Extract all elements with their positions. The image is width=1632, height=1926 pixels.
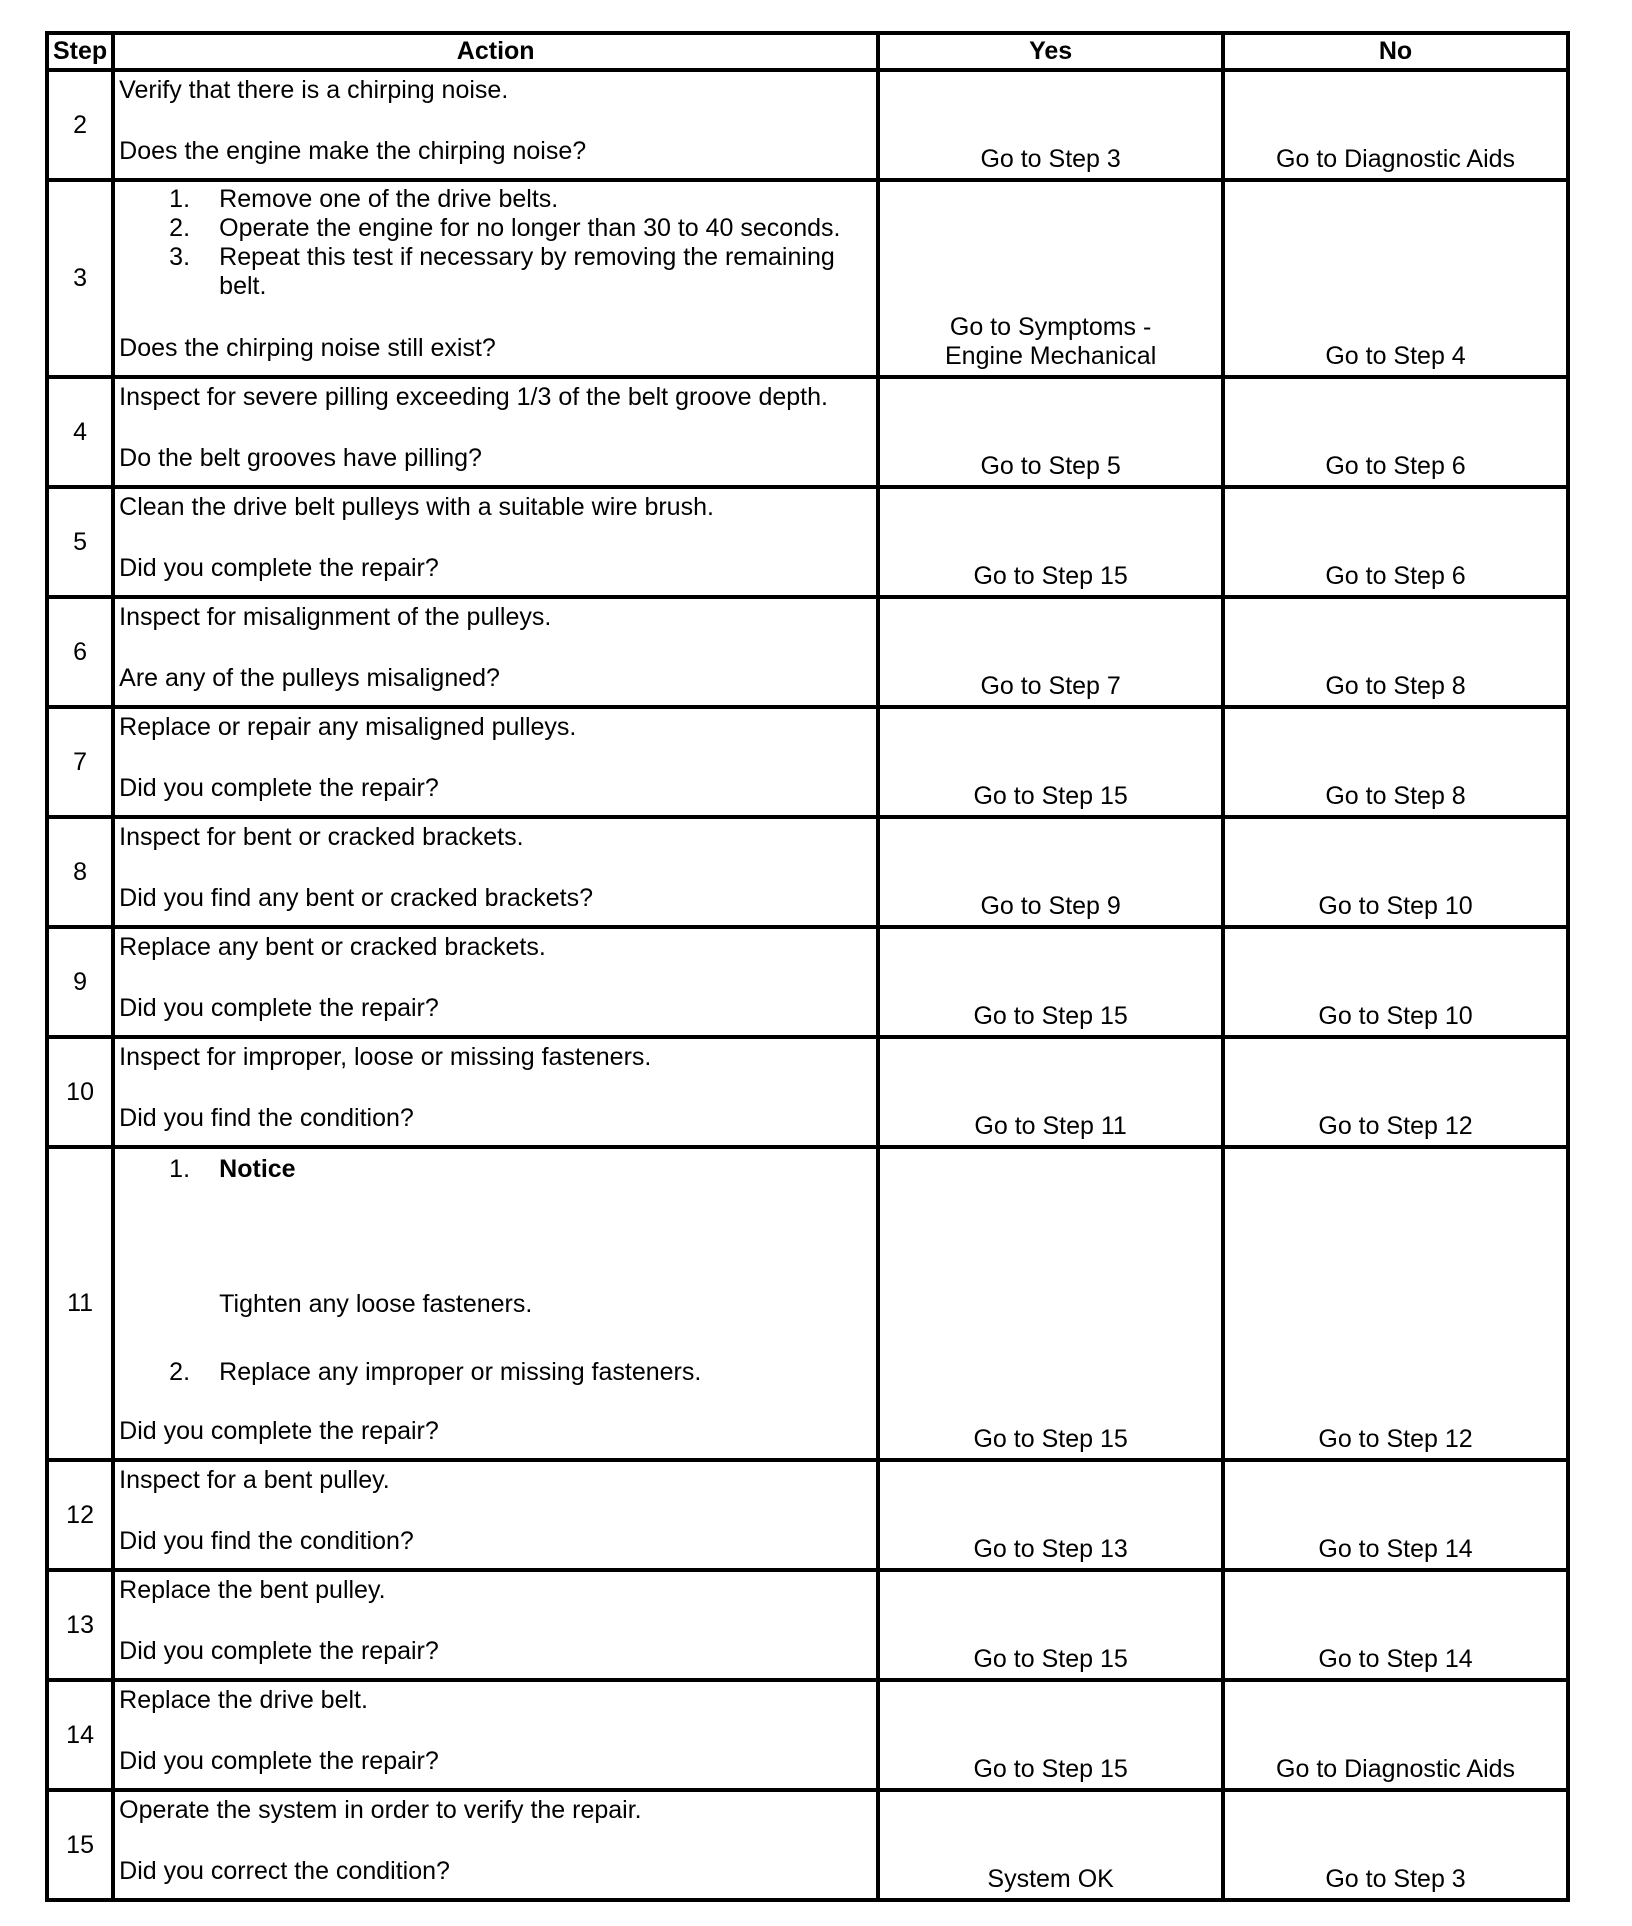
- action-question: Did you complete the repair?: [119, 994, 439, 1022]
- action-instruction: Clean the drive belt pulleys with a suitable wire brush.: [119, 493, 714, 521]
- yes-result: Go to Step 5: [878, 377, 1223, 487]
- action-question: Did you correct the condition?: [119, 1857, 450, 1885]
- header-no: No: [1223, 33, 1568, 70]
- no-result: Go to Step 4: [1223, 180, 1568, 377]
- action-cell: [113, 1570, 878, 1680]
- step-number: 8: [47, 817, 113, 927]
- no-result: Go to Step 3: [1223, 1790, 1568, 1900]
- action-instruction: Inspect for bent or cracked brackets.: [119, 823, 524, 851]
- action-instruction: Inspect for a bent pulley.: [119, 1466, 390, 1494]
- step-number: 7: [47, 707, 113, 817]
- yes-result: Go to Step 15: [878, 707, 1223, 817]
- action-instruction: Replace or repair any misaligned pulleys.: [119, 713, 577, 741]
- step-number: 9: [47, 927, 113, 1037]
- table-row: [47, 1790, 1568, 1900]
- action-cell: [113, 1037, 878, 1147]
- action-cell: [113, 1790, 878, 1900]
- action-instruction: Replace any bent or cracked brackets.: [119, 933, 546, 961]
- action-cell: [113, 1680, 878, 1790]
- diagnostic-table: [45, 31, 1570, 1902]
- list-item-number: 2.: [169, 1358, 191, 1386]
- yes-result: Go to Step 3: [878, 70, 1223, 180]
- action-question: Did you find the condition?: [119, 1104, 414, 1132]
- yes-result: Go to Step 7: [878, 597, 1223, 707]
- list-item-number: 2.: [169, 214, 191, 242]
- table-row: [47, 927, 1568, 1037]
- no-result: Go to Step 10: [1223, 927, 1568, 1037]
- no-result: Go to Diagnostic Aids: [1223, 70, 1568, 180]
- action-cell: [113, 487, 878, 597]
- no-result: Go to Step 12: [1223, 1147, 1568, 1460]
- list-item: [119, 1358, 872, 1387]
- action-cell: [113, 70, 878, 180]
- step-number: 12: [47, 1460, 113, 1570]
- no-result: Go to Step 14: [1223, 1570, 1568, 1680]
- yes-result: Go to Step 9: [878, 817, 1223, 927]
- notice-heading: [119, 1155, 872, 1184]
- list-item: [119, 243, 872, 301]
- action-cell: [113, 597, 878, 707]
- header-step: Step: [47, 33, 113, 70]
- no-result: Go to Step 8: [1223, 707, 1568, 817]
- table-row: [47, 1680, 1568, 1790]
- list-item: [119, 214, 872, 243]
- action-question: Are any of the pulleys misaligned?: [119, 664, 500, 692]
- step-number: 14: [47, 1680, 113, 1790]
- step-number: 11: [47, 1147, 113, 1460]
- yes-result: Go to Step 13: [878, 1460, 1223, 1570]
- header-action: Action: [113, 33, 878, 70]
- action-question: Did you find the condition?: [119, 1527, 414, 1555]
- list-item-number: 3.: [169, 243, 191, 271]
- action-instruction: Operate the system in order to verify the repair.: [119, 1796, 642, 1824]
- action-question: Do the belt grooves have pilling?: [119, 444, 482, 472]
- notice-title: Notice: [219, 1155, 296, 1183]
- step-number: 6: [47, 597, 113, 707]
- action-instruction: Inspect for misalignment of the pulleys.: [119, 603, 552, 631]
- no-result: Go to Step 6: [1223, 377, 1568, 487]
- step-number: 4: [47, 377, 113, 487]
- action-question: Did you complete the repair?: [119, 1637, 439, 1665]
- action-instruction: Inspect for improper, loose or missing fasteners.: [119, 1043, 652, 1071]
- header-row: [47, 33, 1568, 70]
- yes-result: Go to Step 15: [878, 927, 1223, 1037]
- list-item-number: 1.: [169, 185, 191, 213]
- no-result: Go to Step 6: [1223, 487, 1568, 597]
- action-instruction: Replace the bent pulley.: [119, 1576, 386, 1604]
- action-cell: [113, 927, 878, 1037]
- yes-result: Go to Step 15: [878, 1570, 1223, 1680]
- action-cell: [113, 377, 878, 487]
- table-row: [47, 377, 1568, 487]
- list-item-number: 1.: [169, 1155, 191, 1183]
- action-cell: [113, 180, 878, 377]
- yes-result: Go to Step 11: [878, 1037, 1223, 1147]
- action-question: Did you complete the repair?: [119, 554, 439, 582]
- action-question: Does the engine make the chirping noise?: [119, 137, 587, 165]
- action-cell: [113, 1460, 878, 1570]
- table-row: [47, 817, 1568, 927]
- list-item: [119, 185, 872, 214]
- table-row: [47, 180, 1568, 377]
- yes-result: Go to Symptoms - Engine Mechanical: [878, 180, 1223, 377]
- table-row: [47, 70, 1568, 180]
- table-row: [47, 707, 1568, 817]
- yes-result: Go to Step 15: [878, 1680, 1223, 1790]
- list-item-text: Remove one of the drive belts.: [219, 185, 559, 213]
- action-question: Did you find any bent or cracked brackets?: [119, 884, 594, 912]
- table-row: [47, 597, 1568, 707]
- action-instruction: Verify that there is a chirping noise.: [119, 76, 509, 104]
- action-steps-list: [119, 185, 872, 301]
- action-cell: [113, 707, 878, 817]
- step-number: 2: [47, 70, 113, 180]
- step-number: 5: [47, 487, 113, 597]
- yes-result: System OK: [878, 1790, 1223, 1900]
- list-item-text: Repeat this test if necessary by removing the remaining belt.: [219, 243, 835, 300]
- list-item-text: Replace any improper or missing fasteners.: [219, 1358, 702, 1386]
- step-number: 10: [47, 1037, 113, 1147]
- action-instruction: Inspect for severe pilling exceeding 1/3 of the belt groove depth.: [119, 383, 828, 411]
- no-result: Go to Diagnostic Aids: [1223, 1680, 1568, 1790]
- step-number: 15: [47, 1790, 113, 1900]
- action-question: Does the chirping noise still exist?: [119, 334, 496, 362]
- table-row: [47, 1147, 1568, 1460]
- table-row: [47, 1570, 1568, 1680]
- table-row: [47, 487, 1568, 597]
- step-number: 3: [47, 180, 113, 377]
- no-result: Go to Step 12: [1223, 1037, 1568, 1147]
- table-row: [47, 1460, 1568, 1570]
- no-result: Go to Step 8: [1223, 597, 1568, 707]
- action-cell: [113, 1147, 878, 1460]
- yes-result: Go to Step 15: [878, 1147, 1223, 1460]
- action-question: Did you complete the repair?: [119, 1417, 439, 1445]
- header-yes: Yes: [878, 33, 1223, 70]
- notice-body: Tighten any loose fasteners.: [219, 1290, 533, 1318]
- no-result: Go to Step 10: [1223, 817, 1568, 927]
- action-instruction: Replace the drive belt.: [119, 1686, 368, 1714]
- no-result: Go to Step 14: [1223, 1460, 1568, 1570]
- table-row: [47, 1037, 1568, 1147]
- list-item-text: Operate the engine for no longer than 30 to 40 seconds.: [219, 214, 841, 242]
- action-cell: [113, 817, 878, 927]
- step-number: 13: [47, 1570, 113, 1680]
- action-question: Did you complete the repair?: [119, 1747, 439, 1775]
- action-question: Did you complete the repair?: [119, 774, 439, 802]
- yes-result: Go to Step 15: [878, 487, 1223, 597]
